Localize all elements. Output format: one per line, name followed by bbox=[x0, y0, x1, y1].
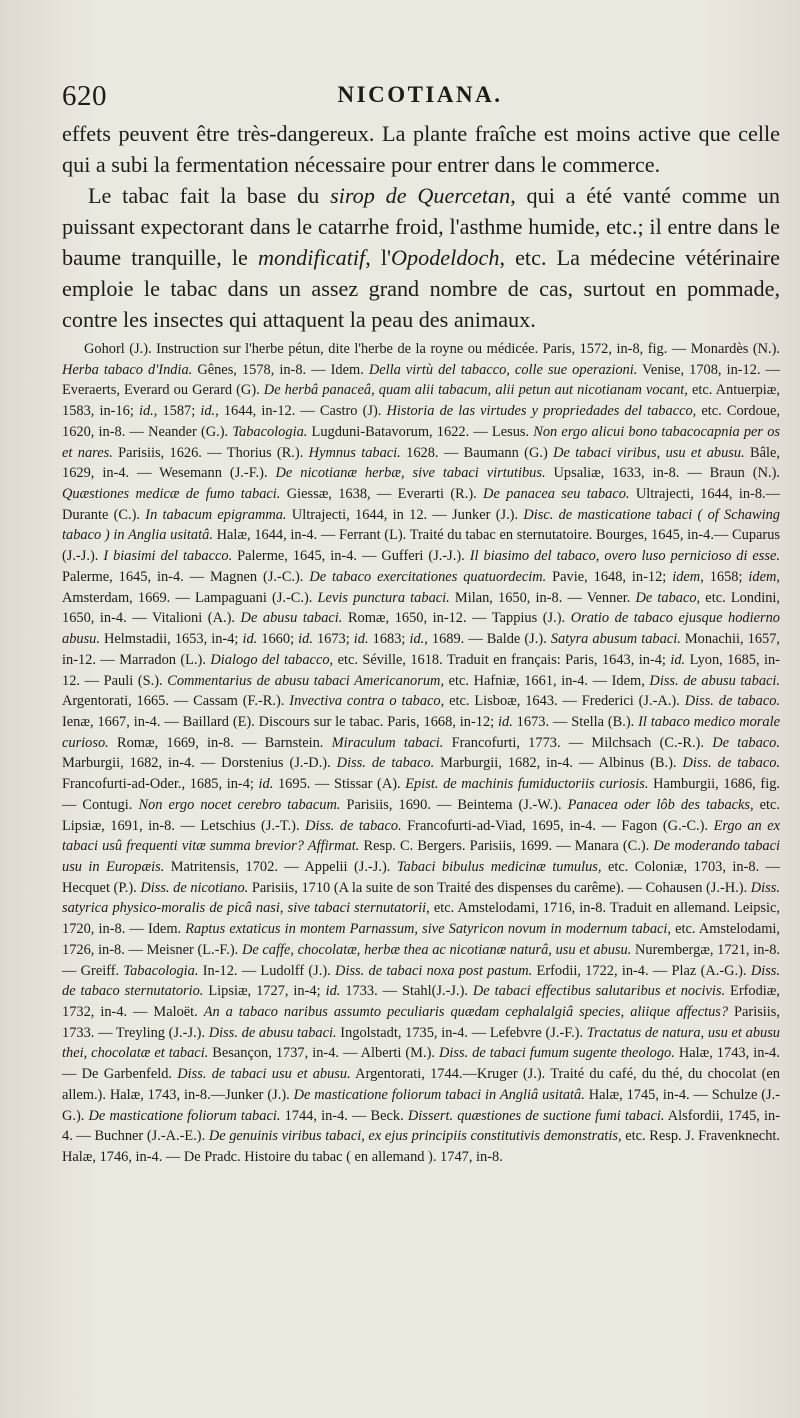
text-run: Venise, 1708, in-12. — Everaerts, Everard ou Gerard (G). bbox=[62, 361, 780, 399]
italic-text-run: Tabacologia. bbox=[123, 962, 199, 979]
text-run: Halæ, 1745, in-4. — Schulze (J.-G.). bbox=[62, 1086, 780, 1124]
italic-text-run: Satyra abusum tabaci. bbox=[550, 631, 681, 648]
italic-text-run: An a tabaco naribus assumto peculiaris quædam cephalalgiâ species, aliique affectus? bbox=[203, 1004, 729, 1020]
italic-text-run: Invectiva contra o tabaco, bbox=[289, 693, 445, 710]
italic-text-run: id. bbox=[258, 776, 274, 793]
paragraph-tabac-usage bbox=[62, 180, 780, 335]
page-header bbox=[62, 74, 778, 118]
text-run: Francofurti-ad-Oder., 1685, in-4; bbox=[62, 776, 259, 793]
italic-text-run: id. bbox=[298, 631, 313, 648]
text-run: , 1658; bbox=[700, 568, 749, 585]
italic-text-run: Non ergo alicui bono tabacocapnia per os et nares. bbox=[62, 423, 780, 461]
italic-text-run: De herbâ panaceâ, quam alii tabacum, alii petun aut nicotianam vocant, bbox=[263, 382, 688, 399]
text-run: etc. Resp. J. Fravenknecht. Halæ, 1746, in-4. — De Pradc. Histoire du tabac ( en allemand ). 1747, in-8. bbox=[62, 1128, 780, 1166]
text-run: Palerme, 1645, in-4. — Gufferi (J.-J.). bbox=[232, 548, 470, 565]
text-run: etc. Hafniæ, 1661, in-4. — Idem, bbox=[444, 672, 650, 689]
text-run: Besançon, 1737, in-4. — Alberti (M.). bbox=[208, 1045, 439, 1062]
text-run: 1673. — Stella (B.). bbox=[512, 713, 639, 730]
italic-text-run: De masticatione foliorum tabaci in Angliâ usitatâ. bbox=[293, 1086, 585, 1103]
italic-text-run: Diss. de tabaco. bbox=[336, 755, 435, 772]
text-run: Matritensis, 1702. — Appelii (J.-J.). bbox=[164, 858, 397, 875]
italic-text-run: Diss. de abusu tabaci. bbox=[649, 672, 780, 689]
italic-text-run: id. bbox=[498, 713, 513, 730]
italic-text-run: Panacea oder lôb des tabacks, bbox=[567, 796, 754, 813]
italic-text-run: mondificatif bbox=[257, 245, 366, 270]
italic-text-run: Ergo an ex tabaci usû frequenti vitæ summa brevior? Affirmat. bbox=[62, 817, 781, 855]
italic-text-run: De nicotianæ herbæ, sive tabaci virtutibus. bbox=[275, 465, 546, 482]
text-run: Gohorl (J.). Instruction sur l'herbe pétun, dite l'herbe de la royne ou médicée. Paris, 1572, in-8, fig. — Monardès (N.). bbox=[84, 341, 780, 357]
text-run: Erfodiæ, 1732, in-4. — Maloët. bbox=[62, 983, 781, 1020]
italic-text-run: Diss. de tabaci fumum sugente theologo. bbox=[438, 1045, 675, 1062]
text-run: Giessæ, 1638, — Everarti (R.). bbox=[280, 486, 484, 503]
text-run: Parisiis, 1710 (A la suite de son Traité des dispenses du carême). — Cohausen (J.-H.). bbox=[248, 879, 751, 896]
text-run: , l' bbox=[365, 245, 391, 270]
italic-text-run: I biasimi del tabacco. bbox=[103, 548, 233, 565]
text-run: 1673; bbox=[312, 631, 354, 648]
text-run: Nurembergæ, 1721, in-8. — Greiff. bbox=[62, 941, 780, 979]
text-run: Le tabac fait la base du bbox=[88, 183, 331, 208]
text-run: etc. Coloniæ, 1703, in-8. — Hecquet (P.). bbox=[62, 858, 780, 896]
italic-text-run: De tabaco, bbox=[635, 589, 701, 606]
italic-text-run: Della virtù del tabacco, colle sue operazioni. bbox=[368, 361, 638, 378]
italic-text-run: Dissert. quæstiones de suctione fumi tabaci. bbox=[407, 1107, 665, 1124]
italic-text-run: Diss. de tabaco sternutatorio. bbox=[62, 962, 781, 1000]
italic-text-run: Miraculum tabaci. bbox=[331, 734, 444, 751]
text-run: Lipsiæ, 1727, in-4; bbox=[203, 983, 326, 1000]
italic-text-run: id. bbox=[138, 403, 154, 420]
italic-text-run: Herba tabaco d'India. bbox=[62, 361, 193, 378]
italic-text-run: Diss. de tabaco. bbox=[682, 755, 781, 772]
italic-text-run: Il biasimo del tabaco, overo luso pernicioso di esse. bbox=[469, 548, 780, 565]
paragraph-continued: effets peuvent être très-dangereux. La plante fraîche est moins active que celle qui a subi la fermentation nécessaire pour entrer dans le commerce. bbox=[62, 121, 780, 177]
italic-text-run: De tabaci viribus, usu et abusu. bbox=[553, 444, 745, 461]
text-run: Hamburgii, 1686, fig. — Contugi. bbox=[62, 776, 780, 813]
italic-text-run: Diss. de tabaco. bbox=[305, 817, 402, 834]
text-run: Francofurti, 1773. — Milchsach (C.-R.). bbox=[443, 734, 713, 751]
italic-text-run: De tabaci effectibus salutaribus et nocivis. bbox=[472, 983, 726, 1000]
text-run: In-12. — Ludolff (J.). bbox=[198, 962, 336, 979]
italic-text-run: idem bbox=[672, 568, 701, 585]
italic-text-run: Quæstiones medicæ de fumo tabaci. bbox=[62, 486, 281, 503]
text-run: Marburgii, 1682, in-4. — Dorstenius (J.-D.). bbox=[62, 755, 337, 772]
italic-text-run: De masticatione foliorum tabaci. bbox=[88, 1107, 281, 1124]
text-run: etc. Lisboæ, 1643. — Frederici (J.-A.). bbox=[444, 693, 685, 710]
text-run: Erfodii, 1722, in-4. — Plaz (A.-G.). bbox=[532, 962, 751, 979]
text-run: Parisiis, 1690. — Beintema (J.-W.). bbox=[340, 796, 568, 813]
italic-text-run: De caffe, chocolatæ, herbæ thea ac nicotianæ naturâ, usu et abusu. bbox=[241, 941, 632, 958]
italic-text-run: Diss. de tabaco. bbox=[684, 693, 781, 710]
italic-text-run: Diss. de nicotiano. bbox=[140, 879, 249, 896]
text-run: Argentorati, 1744.—Kruger (J.). Traité du café, du thé, du chocolat (en allem.). Halæ, 1743, in-8.—Junker (J.). bbox=[62, 1066, 780, 1103]
italic-text-run: sirop de Quercetan bbox=[330, 183, 511, 208]
italic-text-run: id. bbox=[670, 651, 686, 668]
italic-text-run: De moderando tabaci usu in Europæis. bbox=[62, 838, 780, 875]
italic-text-run: Non ergo nocet cerebro tabacum. bbox=[138, 796, 341, 813]
running-title: NICOTIANA. bbox=[337, 82, 503, 107]
italic-text-run: Historia de las virtudes y propriedades del tabacco, bbox=[386, 403, 697, 420]
text-run: Helmstadii, 1653, in-4; bbox=[99, 631, 243, 648]
text-run: Parisiis, 1733. — Treyling (J.-J.). bbox=[62, 1004, 781, 1041]
text-run: Romæ, 1650, in-12. — Tappius (J.). bbox=[342, 610, 571, 627]
bibliography bbox=[62, 339, 780, 1168]
italic-text-run: Diss. satyrica physico-moralis de picâ nasi, sive tabaci sternutatorii, bbox=[62, 879, 780, 917]
text-run: Argentorati, 1665. — Cassam (F.-R.). bbox=[62, 693, 290, 710]
text-run: Upsaliæ, 1633, in-8. — Braun (N.). bbox=[545, 465, 780, 482]
text-run: 1744, in-4. — Beck. bbox=[280, 1107, 408, 1124]
italic-text-run: In tabacum epigramma. bbox=[145, 506, 287, 523]
italic-text-run: id. bbox=[200, 403, 216, 420]
italic-text-run: De tabaco exercitationes quatuordecim. bbox=[309, 568, 547, 585]
text-run: Pavie, 1648, in-12; bbox=[546, 568, 673, 585]
bibliography-entries bbox=[62, 339, 780, 1168]
text-run: Alsfordii, 1745, in-4. — Buchner (J.-A.-E.). bbox=[62, 1107, 780, 1145]
text-run: , etc. La médecine vétérinaire emploie le tabac dans un assez grand nombre de cas, surtout en pommade, contre les insectes qui attaquent la peau des animaux. bbox=[62, 245, 780, 332]
text-run: 1660; bbox=[257, 631, 299, 648]
italic-text-run: Diss. de tabaci noxa post pastum. bbox=[335, 962, 533, 979]
text-run: Halæ, 1644, in-4. — Ferrant (L). Traité du tabac en sternutatoire. Bourges, 1645, in-4.— Cuparus (J.-J.). bbox=[62, 527, 780, 565]
text-run: Ultrajecti, 1644, in-8.—Durante (C.). bbox=[62, 486, 781, 523]
italic-text-run: Tabacologia. bbox=[232, 423, 308, 440]
text-run: Milan, 1650, in-8. — Venner. bbox=[449, 589, 636, 606]
italic-text-run: De panacea seu tabaco. bbox=[483, 486, 630, 503]
italic-text-run: Tractatus de natura, usu et abusu thei, chocolatæ et tabaci. bbox=[62, 1024, 781, 1062]
text-run: Halæ, 1743, in-4. — De Garbenfeld. bbox=[62, 1045, 780, 1083]
text-run: Ultrajecti, 1644, in 12. — Junker (J.). bbox=[286, 506, 524, 523]
text-run: Ienæ, 1667, in-4. — Baillard (E). Discours sur le tabac. Paris, 1668, in-12; bbox=[62, 713, 499, 730]
italic-text-run: idem bbox=[748, 568, 777, 585]
text-run: , 1587; bbox=[153, 403, 201, 420]
text-run: Monachii, 1657, in-12. — Marradon (L.). bbox=[62, 631, 781, 668]
text-run: etc. Cordoue, 1620, in-8. — Neander (G.). bbox=[62, 403, 781, 440]
text-run: Parisiis, 1626. — Thorius (R.). bbox=[112, 444, 309, 461]
italic-text-run: Dialogo del tabacco, bbox=[210, 651, 334, 668]
text-run: , 1644, in-12. — Castro (J). bbox=[215, 403, 387, 420]
italic-text-run: id. bbox=[325, 983, 341, 1000]
text-run: Marburgii, 1682, in-4. — Albinus (B.). bbox=[434, 755, 683, 772]
text-run: 1683; bbox=[368, 631, 410, 648]
main-text bbox=[62, 118, 780, 335]
italic-text-run: Epist. de machinis fumiductoriis curiosis. bbox=[405, 776, 649, 793]
italic-text-run: Il tabaco medico morale curioso. bbox=[62, 713, 780, 751]
italic-text-run: De abusu tabaci. bbox=[240, 610, 343, 627]
text-run: Palerme, 1645, in-4. — Magnen (J.-C.). bbox=[62, 568, 310, 585]
text-run: etc. Londini, 1650, in-4. — Vitalioni (A.). bbox=[62, 589, 780, 627]
italic-text-run: id. bbox=[242, 631, 258, 648]
italic-text-run: De tabaco. bbox=[712, 734, 780, 751]
text-run: , Amsterdam, 1669. — Lampaguani (J.-C.). bbox=[62, 568, 781, 606]
italic-text-run: Tabaci bibulus medicinæ tumulus, bbox=[396, 858, 602, 875]
text-run: Gênes, 1578, in-8. — Idem. bbox=[192, 361, 369, 378]
text-run: Lyon, 1685, in-12. — Pauli (S.). bbox=[62, 651, 780, 689]
text-run: Lugduni-Batavorum, 1622. — Lesus. bbox=[307, 423, 534, 440]
text-run: , qui a été vanté comme un puissant expectorant dans le catarrhe froid, l'asthme humide, etc.; il entre dans le baume tranquille, le bbox=[62, 183, 780, 270]
text-run: etc. Amstelodami, 1716, in-8. Traduit en allemand. Leipsic, 1720, in-8. — Idem. bbox=[62, 900, 781, 938]
italic-text-run: Opodeldoch bbox=[391, 245, 500, 270]
text-run: 1733. — Stahl(J.-J.). bbox=[340, 983, 473, 1000]
text-run: Francofurti-ad-Viad, 1695, in-4. — Fagon (G.-C.). bbox=[401, 817, 714, 834]
text-run: 1695. — Stissar (A). bbox=[273, 776, 406, 793]
italic-text-run: Commentarius de abusu tabaci Americanorum, bbox=[167, 672, 445, 689]
italic-text-run: Levis punctura tabaci. bbox=[317, 589, 450, 606]
italic-text-run: Diss. de tabaci usu et abusu. bbox=[177, 1066, 351, 1083]
text-run: Bâle, 1629, in-4. — Wesemann (J.-F.). bbox=[62, 444, 781, 482]
text-run: Romæ, 1669, in-8. — Barnstein. bbox=[108, 734, 332, 751]
italic-text-run: Hymnus tabaci. bbox=[308, 444, 401, 461]
italic-text-run: Diss. de abusu tabaci. bbox=[208, 1024, 337, 1041]
text-run: Ingolstadt, 1735, in-4. — Lefebvre (J.-F.). bbox=[336, 1024, 587, 1041]
text-run: etc. Antuerpiæ, 1583, in-16; bbox=[62, 382, 780, 420]
italic-text-run: id. bbox=[353, 631, 369, 648]
text-run: Resp. C. Bergers. Parisiis, 1699. — Manara (C.). bbox=[359, 838, 654, 855]
italic-text-run: Raptus extaticus in montem Parnassum, sive Satyricon novum in modernum tabaci, bbox=[185, 921, 672, 938]
italic-text-run: Oratio de tabaco ejusque hodierno abusu. bbox=[62, 610, 780, 648]
italic-text-run: De genuinis viribus tabaci, ex ejus principiis constitutivis demonstratis, bbox=[208, 1128, 622, 1145]
italic-text-run: id. bbox=[409, 631, 425, 648]
page-number: 620 bbox=[62, 80, 107, 112]
text-run: etc. Lipsiæ, 1691, in-8. — Letschius (J.-T.). bbox=[62, 796, 781, 834]
text-run: etc. Séville, 1618. Traduit en français: Paris, 1643, in-4; bbox=[333, 651, 671, 668]
text-run: etc. Amstelodami, 1726, in-8. — Meisner (L.-F.). bbox=[62, 921, 780, 958]
italic-text-run: Disc. de masticatione tabaci ( of Schawing tabaco ) in Anglia usitatâ. bbox=[62, 506, 780, 544]
text-run: 1628. — Baumann (G.) bbox=[400, 444, 554, 461]
text-run: , 1689. — Balde (J.). bbox=[424, 631, 551, 648]
